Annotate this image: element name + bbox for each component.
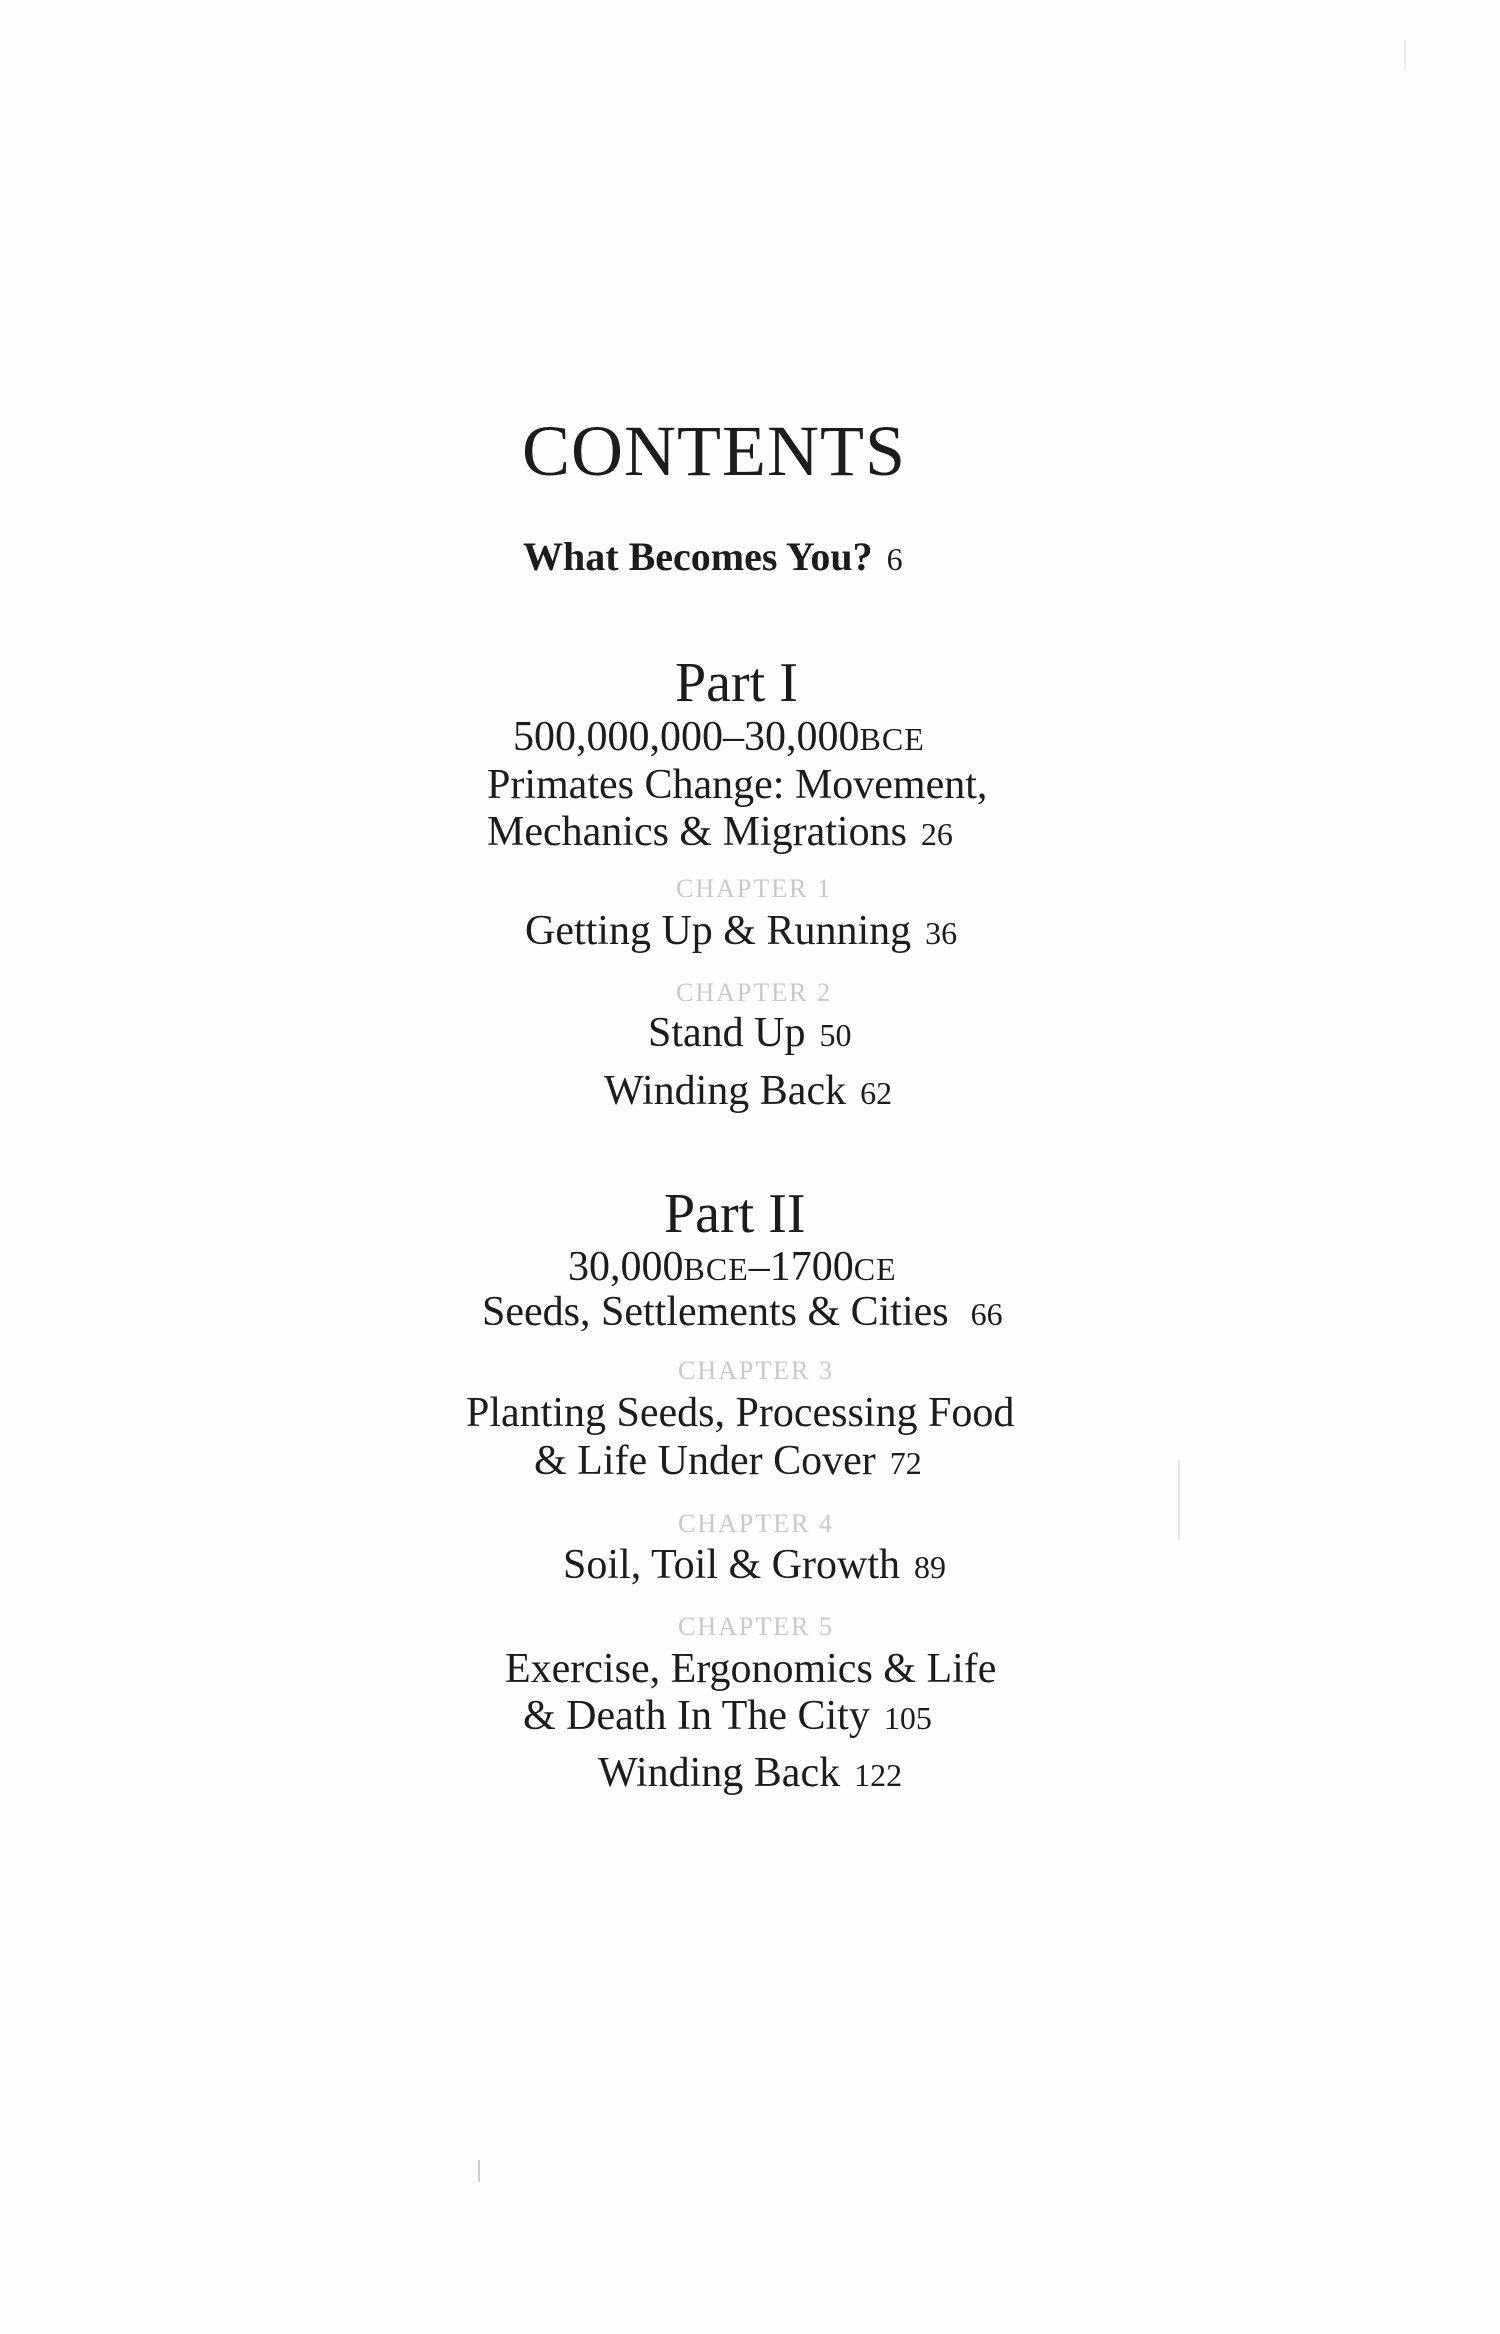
- part1-title-line1: Primates Change: Movement,: [487, 762, 988, 808]
- part1-winding-back-entry: [604, 1070, 892, 1112]
- chapter2-label: CHAPTER 2: [676, 978, 832, 1007]
- chapter3-label: CHAPTER 3: [678, 1356, 834, 1385]
- chapter5-page: 105: [883, 1700, 932, 1736]
- chapter5-label: CHAPTER 5: [678, 1612, 834, 1641]
- chapter4-label: CHAPTER 4: [678, 1509, 834, 1538]
- part1-title-line2: [487, 811, 953, 853]
- chapter2-entry: [648, 1012, 852, 1054]
- chapter3-title-line1: Planting Seeds, Processing Food: [466, 1390, 1015, 1436]
- intro-entry-page: 6: [886, 541, 903, 577]
- scan-mark: [1178, 1460, 1180, 1540]
- part2-title-line1: [482, 1291, 1003, 1333]
- part2-dates-era1: BCE: [683, 1251, 749, 1287]
- intro-entry: [523, 534, 903, 579]
- part2-winding-back-page: 122: [854, 1757, 903, 1793]
- part2-dates: [568, 1246, 897, 1288]
- part2-title-page: 66: [970, 1296, 1003, 1332]
- chapter5-title-line1: Exercise, Ergonomics & Life: [505, 1646, 997, 1692]
- scan-mark: [478, 2160, 480, 2182]
- chapter5-title-line2-text: & Death In The City: [523, 1693, 870, 1739]
- part1-title-page: 26: [920, 816, 953, 852]
- intro-entry-label: What Becomes You?: [523, 534, 873, 579]
- chapter3-title-line2-text: & Life Under Cover: [534, 1438, 876, 1484]
- chapter4-page: 89: [913, 1549, 946, 1585]
- chapter2-page: 50: [819, 1017, 852, 1053]
- part2-dates-end: –1700: [748, 1244, 854, 1290]
- part2-dates-start: 30,000: [568, 1244, 684, 1290]
- page-title: CONTENTS: [522, 411, 906, 491]
- chapter4-title: Soil, Toil & Growth: [563, 1542, 900, 1588]
- chapter4-entry: [563, 1544, 946, 1586]
- part2-winding-back-title: Winding Back: [598, 1750, 841, 1796]
- chapter2-title: Stand Up: [648, 1010, 806, 1056]
- chapter1-page: 36: [925, 915, 958, 951]
- part1-dates: [513, 716, 925, 758]
- part1-heading: Part I: [675, 652, 798, 714]
- part2-title-text: Seeds, Settlements & Cities: [482, 1289, 949, 1335]
- part1-dates-era: BCE: [859, 721, 925, 757]
- chapter3-title-line2: [534, 1440, 922, 1482]
- part1-winding-back-page: 62: [860, 1075, 893, 1111]
- chapter1-title: Getting Up & Running: [525, 908, 912, 954]
- part1-dates-range: 500,000,000–30,000: [513, 714, 860, 760]
- part1-winding-back-title: Winding Back: [604, 1068, 847, 1114]
- part1-title-line2-text: Mechanics & Migrations: [487, 809, 907, 855]
- chapter5-title-line2: [523, 1695, 932, 1737]
- part2-dates-era2: CE: [853, 1251, 897, 1287]
- chapter3-page: 72: [889, 1445, 922, 1481]
- chapter1-entry: [525, 910, 957, 952]
- part2-winding-back-entry: [598, 1752, 902, 1794]
- chapter1-label: CHAPTER 1: [676, 874, 832, 903]
- part2-heading: Part II: [664, 1183, 806, 1245]
- scan-mark: [1404, 40, 1406, 70]
